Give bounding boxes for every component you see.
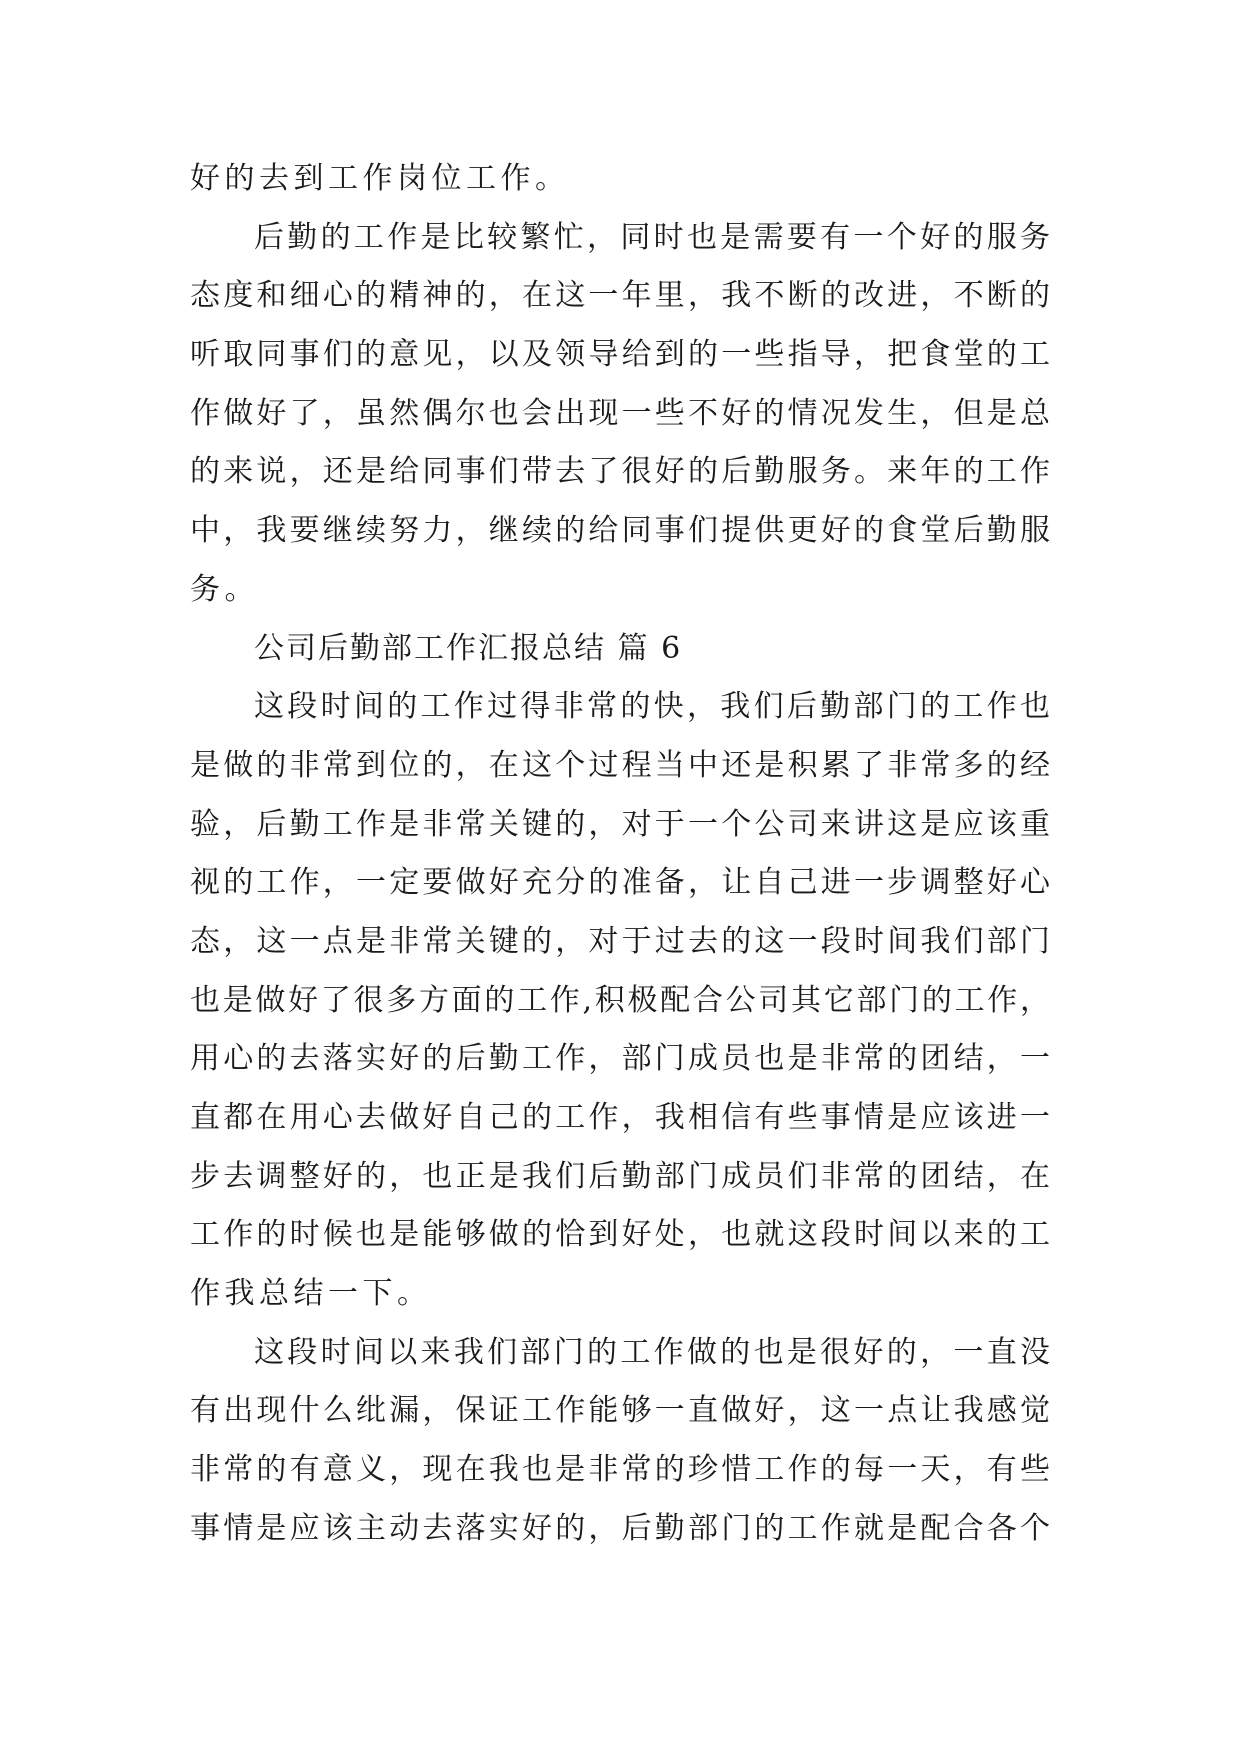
text-line: 态度和细心的精神的，在这一年里，我不断的改进，不断的 — [190, 278, 1050, 314]
text-line: 作做好了，虽然偶尔也会出现一些不好的情况发生，但是总 — [190, 395, 1050, 431]
text-line: 事情是应该主动去落实好的，后勤部门的工作就是配合各个 — [190, 1510, 1050, 1546]
text-line: 的来说，还是给同事们带去了很好的后勤服务。来年的工作 — [190, 454, 1050, 490]
text-line: 用心的去落实好的后勤工作，部门成员也是非常的团结，一 — [190, 1041, 1050, 1077]
text-line: 非常的有意义，现在我也是非常的珍惜工作的每一天，有些 — [190, 1452, 1050, 1488]
text-line: 务。 — [190, 571, 259, 607]
text-line: 作我总结一下。 — [190, 1276, 432, 1312]
text-line: 好的去到工作岗位工作。 — [190, 161, 570, 196]
paragraph-first-line: 这段时间的工作过得非常的快，我们后勤部门的工作也 — [254, 689, 1050, 725]
paragraph-first-line: 这段时间以来我们部门的工作做的也是很好的，一直没 — [254, 1334, 1050, 1370]
section-heading: 公司后勤部工作汇报总结 篇 6 — [254, 630, 683, 666]
text-line: 验，后勤工作是非常关键的，对于一个公司来讲这是应该重 — [190, 806, 1050, 842]
text-line: 视的工作，一定要做好充分的准备，让自己进一步调整好心 — [190, 865, 1050, 901]
text-line: 直都在用心去做好自己的工作，我相信有些事情是应该进一 — [190, 1100, 1050, 1135]
text-line: 步去调整好的，也正是我们后勤部门成员们非常的团结，在 — [190, 1158, 1050, 1194]
text-line: 工作的时候也是能够做的恰到好处，也就这段时间以来的工 — [190, 1217, 1050, 1253]
text-line: 是做的非常到位的，在这个过程当中还是积累了非常多的经 — [190, 747, 1050, 783]
text-line: 中，我要继续努力，继续的给同事们提供更好的食堂后勤服 — [190, 513, 1050, 549]
document-body — [190, 150, 1050, 1559]
text-line: 听取同事们的意见，以及领导给到的一些指导，把食堂的工 — [190, 337, 1050, 373]
text-line: 有出现什么纰漏，保证工作能够一直做好，这一点让我感觉 — [190, 1393, 1050, 1429]
text-line: 态，这一点是非常关键的，对于过去的这一段时间我们部门 — [190, 923, 1050, 959]
text-line: 也是做好了很多方面的工作,积极配合公司其它部门的工作， — [190, 982, 1050, 1018]
paragraph-first-line: 后勤的工作是比较繁忙，同时也是需要有一个好的服务 — [254, 219, 1050, 255]
